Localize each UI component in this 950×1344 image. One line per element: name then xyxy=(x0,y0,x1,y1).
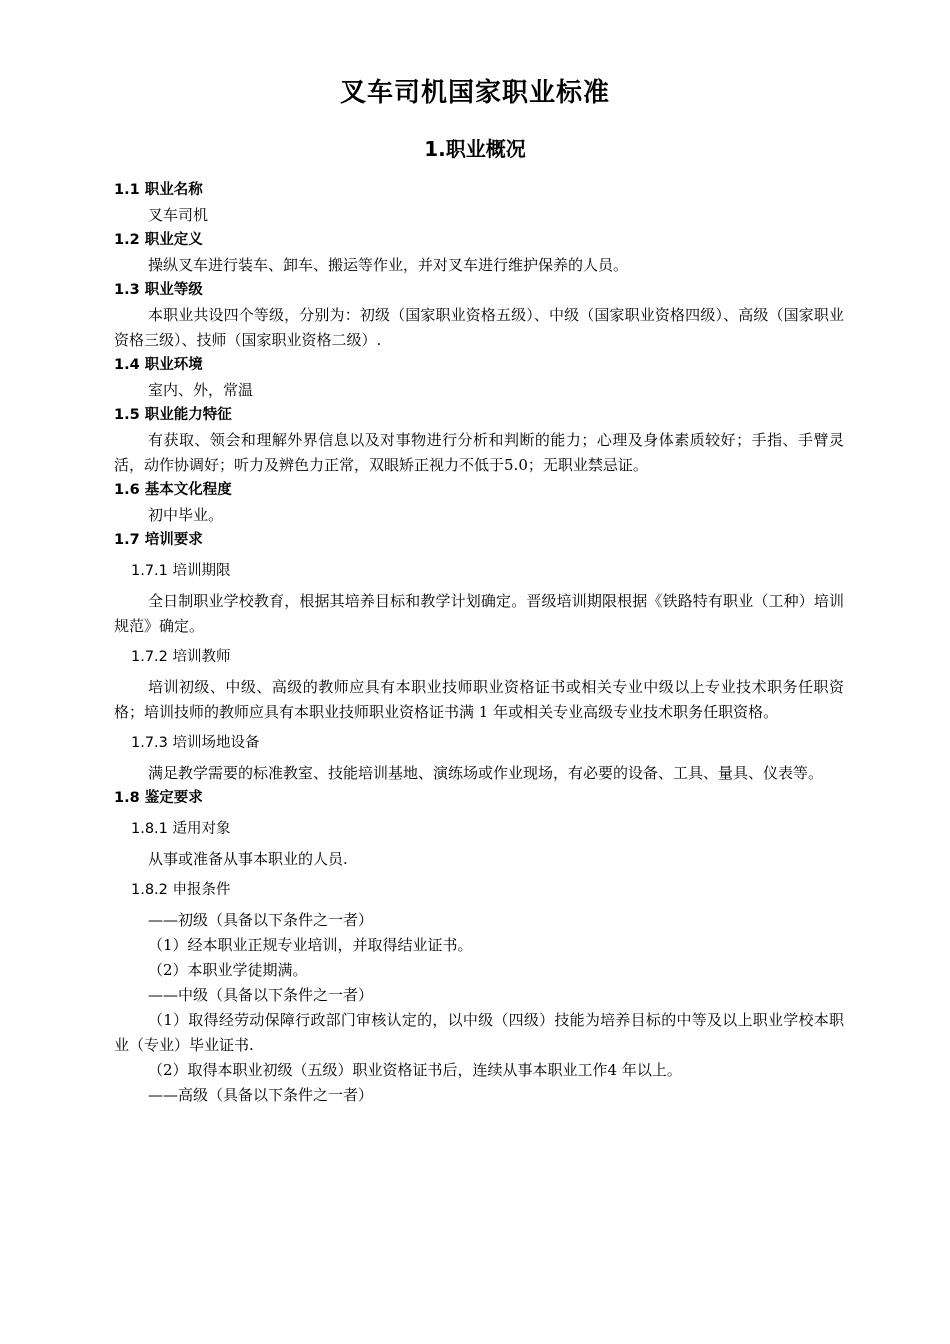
section-text-1-6: 初中毕业。 xyxy=(148,506,224,524)
subsection-text-1-7-1: 全日制职业学校教育，根据其培养目标和教学计划确定。晋级培训期限根据《铁路特有职业（工种）培训规范》确定。 xyxy=(114,592,844,635)
section-heading-1-3: 1.3 职业等级 xyxy=(114,282,203,298)
condition-line: （1）取得经劳动保障行政部门审核认定的，以中级（四级）技能为培养目标的中等及以上职业学校本职业（专业）毕业证书. xyxy=(114,1011,844,1054)
condition-line: （2）取得本职业初级（五级）职业资格证书后，连续从事本职业工作4 年以上。 xyxy=(148,1061,682,1079)
subsection-heading-1-8-1: 1.8.1 适用对象 xyxy=(131,821,231,837)
section-heading-1-1: 1.1 职业名称 xyxy=(114,182,203,198)
section-text-1-5: 有获取、领会和理解外界信息以及对事物进行分析和判断的能力；心理及身体素质较好；手指、手臂灵活，动作协调好；听力及辨色力正常，双眼矫正视力不低于5.0；无职业禁忌证。 xyxy=(114,431,844,474)
subsection-heading-1-7-1: 1.7.1 培训期限 xyxy=(131,563,231,579)
section-heading-1-5: 1.5 职业能力特征 xyxy=(114,407,232,423)
condition-line: ——中级（具备以下条件之一者） xyxy=(148,986,374,1004)
condition-line: （2）本职业学徒期满。 xyxy=(148,961,308,979)
subsection-heading-1-8-2: 1.8.2 申报条件 xyxy=(131,882,231,898)
condition-line: ——初级（具备以下条件之一者） xyxy=(148,911,374,929)
section-text-1-1: 叉车司机 xyxy=(148,206,209,224)
subsection-text-1-7-2: 培训初级、中级、高级的教师应具有本职业技师职业资格证书或相关专业中级以上专业技术职务任职资格；培训技师的教师应具有本职业技师职业资格证书满 1 年或相关专业高级专业技术职务任职资格。 xyxy=(114,678,844,721)
subsection-text-1-8-1: 从事或准备从事本职业的人员. xyxy=(148,850,348,868)
condition-line: （1）经本职业正规专业培训，并取得结业证书。 xyxy=(148,936,473,954)
subsection-heading-1-7-2: 1.7.2 培训教师 xyxy=(131,649,231,665)
section-heading-1-8: 1.8 鉴定要求 xyxy=(114,790,203,806)
subsection-text-1-7-3: 满足教学需要的标准教室、技能培训基地、演练场或作业现场，有必要的设备、工具、量具、仪表等。 xyxy=(148,764,824,782)
section-heading-1-2: 1.2 职业定义 xyxy=(114,232,203,248)
section-heading-1-4: 1.4 职业环境 xyxy=(114,357,203,373)
subsection-heading-1-7-3: 1.7.3 培训场地设备 xyxy=(131,735,260,751)
document-body xyxy=(114,178,844,1108)
section-heading-1-6: 1.6 基本文化程度 xyxy=(114,482,232,498)
chapter-title: 1.职业概况 xyxy=(424,137,526,161)
section-text-1-3: 本职业共设四个等级，分别为：初级（国家职业资格五级）、中级（国家职业资格四级）、高级（国家职业资格三级）、技师（国家职业资格二级）. xyxy=(114,306,844,349)
section-text-1-4: 室内、外，常温 xyxy=(148,381,254,399)
section-heading-1-7: 1.7 培训要求 xyxy=(114,532,203,548)
section-text-1-2: 操纵叉车进行装车、卸车、搬运等作业，并对叉车进行维护保养的人员。 xyxy=(148,256,629,274)
document-title: 叉车司机国家职业标准 xyxy=(339,78,610,108)
condition-line: ——高级（具备以下条件之一者） xyxy=(148,1086,374,1104)
